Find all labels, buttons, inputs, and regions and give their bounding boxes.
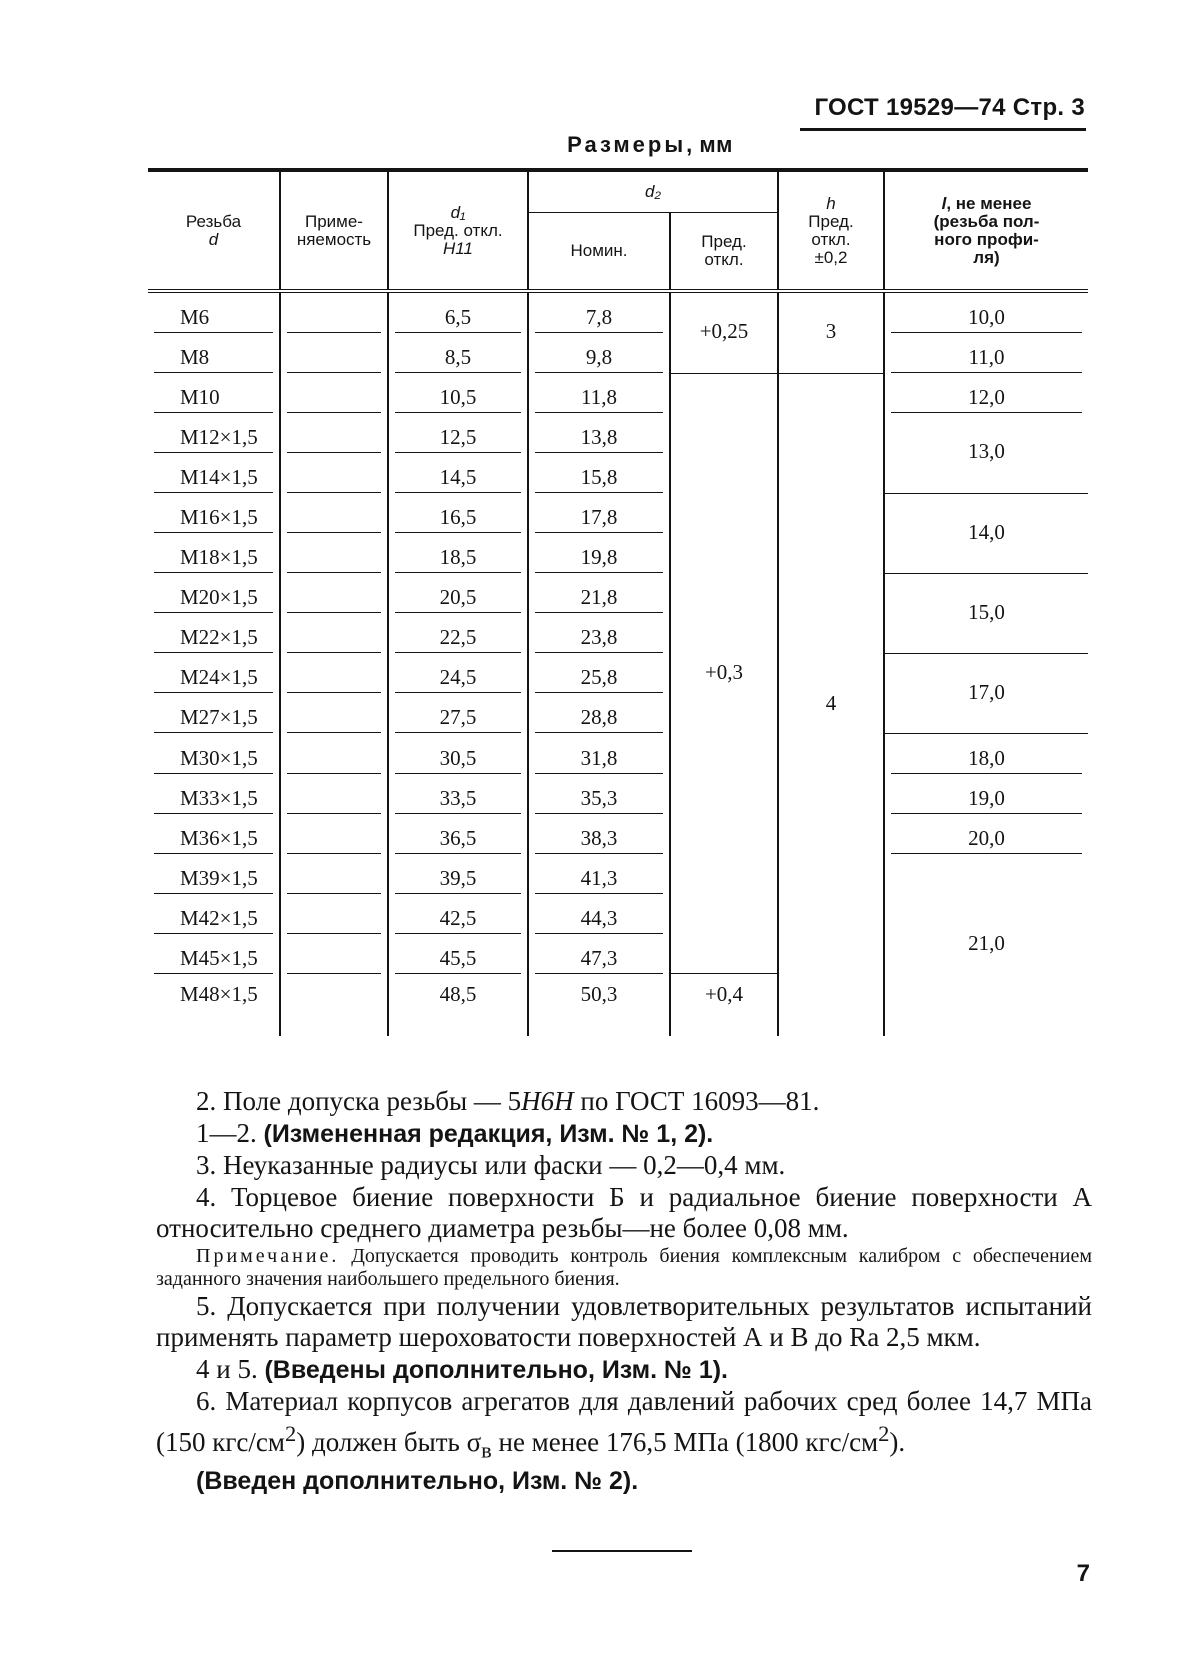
col-h-header: h Пред. откл. ±0,2 <box>778 170 884 291</box>
cell-d2-nom: 7,8 <box>528 291 670 333</box>
notes-section <box>156 1086 1092 1498</box>
table-row <box>148 573 1088 613</box>
note-2: 2. Поле допуска резьбы — 5H6H по ГОСТ 16093—81. <box>196 1086 820 1116</box>
cell-thread: М33×1,5 <box>148 774 280 814</box>
cell-l: 20,0 <box>884 814 1088 854</box>
cell-d1: 18,5 <box>388 533 528 573</box>
cell-applicability <box>280 934 388 974</box>
cell-d1: 48,5 <box>388 974 528 1037</box>
cell-d2-dev: +0,4 <box>670 974 778 1037</box>
col-d1-header: d₁ Пред. откл. H11 <box>388 170 528 291</box>
cell-d2-nom: 35,3 <box>528 774 670 814</box>
cell-d1: 27,5 <box>388 693 528 733</box>
col-d2-nom-header: Номин. <box>528 213 670 292</box>
cell-applicability <box>280 814 388 854</box>
cell-thread: М18×1,5 <box>148 533 280 573</box>
note-6: 6. Материал корпусов агрегатов для давлений рабочих сред более 14,7 МПа (150 кгс/$см^2$) должен быть $\sigma_в$ не менее 176,5 МПа (1800 кгс/$см^2$). <box>156 1386 1092 1462</box>
caption-units: , мм <box>686 132 733 157</box>
cell-h: 3 <box>778 291 884 373</box>
table-caption <box>530 132 770 158</box>
cell-thread: М30×1,5 <box>148 733 280 774</box>
cell-applicability <box>280 774 388 814</box>
cell-applicability <box>280 373 388 413</box>
cell-d1: 12,5 <box>388 413 528 453</box>
table-row <box>148 291 1088 333</box>
cell-applicability <box>280 894 388 934</box>
cell-applicability <box>280 733 388 774</box>
cell-applicability <box>280 291 388 333</box>
cell-thread: М27×1,5 <box>148 693 280 733</box>
cell-d2-nom: 25,8 <box>528 653 670 693</box>
col-d2-dev-header: Пред. откл. <box>670 213 778 292</box>
cell-d1: 22,5 <box>388 613 528 653</box>
document-header: ГОСТ 19529—74 Стр. 3 <box>814 94 1085 121</box>
cell-h: 4 <box>778 373 884 1036</box>
cell-thread: М8 <box>148 333 280 373</box>
caption-word: Размеры <box>567 132 687 157</box>
cell-d2-nom: 38,3 <box>528 814 670 854</box>
cell-d1: 14,5 <box>388 453 528 493</box>
cell-thread: М22×1,5 <box>148 613 280 653</box>
cell-d2-dev: +0,3 <box>670 373 778 974</box>
cell-d2-nom: 50,3 <box>528 974 670 1037</box>
cell-thread: М45×1,5 <box>148 934 280 974</box>
note-3: 3. Неуказанные радиусы или фаски — 0,2—0,4 мм. <box>196 1150 786 1180</box>
cell-d2-nom: 15,8 <box>528 453 670 493</box>
cell-applicability <box>280 533 388 573</box>
table-row <box>148 854 1088 894</box>
col-thread-header: Резьба d <box>185 211 242 249</box>
table-row <box>148 493 1088 533</box>
cell-d2-nom: 11,8 <box>528 373 670 413</box>
cell-d2-nom: 9,8 <box>528 333 670 373</box>
cell-applicability <box>280 974 388 1037</box>
cell-d1: 20,5 <box>388 573 528 613</box>
table-row <box>148 413 1088 453</box>
table-row <box>148 733 1088 774</box>
col-l-header: l, не менее (резьба пол- ного профи- ля) <box>884 170 1088 291</box>
cell-thread: М24×1,5 <box>148 653 280 693</box>
cell-thread: М16×1,5 <box>148 493 280 533</box>
note-1-2-amendment: 1—2. (Измененная редакция, Изм. № 1, 2). <box>196 1117 714 1148</box>
cell-l: 21,0 <box>884 854 1088 1037</box>
dimensions-table-wrap <box>148 168 1088 1036</box>
cell-d1: 33,5 <box>388 774 528 814</box>
cell-d1: 39,5 <box>388 854 528 894</box>
cell-thread: М6 <box>148 291 280 333</box>
cell-d2-nom: 13,8 <box>528 413 670 453</box>
note-4: 4. Торцевое биение поверхности Б и радиальное биение поверхности А относительно среднего диаметра резьбы—не более 0,08 мм. <box>156 1181 1092 1243</box>
cell-d1: 45,5 <box>388 934 528 974</box>
table-body <box>148 291 1088 1036</box>
cell-d2-nom: 17,8 <box>528 493 670 533</box>
cell-applicability <box>280 453 388 493</box>
table-row <box>148 814 1088 854</box>
cell-d1: 6,5 <box>388 291 528 333</box>
cell-thread: М14×1,5 <box>148 453 280 493</box>
cell-thread: М12×1,5 <box>148 413 280 453</box>
cell-d2-nom: 28,8 <box>528 693 670 733</box>
cell-l: 19,0 <box>884 774 1088 814</box>
cell-l: 18,0 <box>884 733 1088 774</box>
note-4-5-amendment: 4 и 5. (Введены дополнительно, Изм. № 1). <box>196 1353 728 1384</box>
cell-applicability <box>280 573 388 613</box>
cell-l: 13,0 <box>884 413 1088 493</box>
cell-d1: 24,5 <box>388 653 528 693</box>
note-6-amendment: (Введен дополнительно, Изм. № 2). <box>196 1467 639 1496</box>
cell-d2-dev: +0,25 <box>670 291 778 373</box>
cell-l: 10,0 <box>884 291 1088 333</box>
cell-d2-nom: 21,8 <box>528 573 670 613</box>
cell-applicability <box>280 493 388 533</box>
note-remark: Примечание. Допускается проводить контроль биения комплексным калибром с обеспечением заданного значения наибольшего предельного биения. <box>156 1244 1092 1290</box>
cell-d1: 8,5 <box>388 333 528 373</box>
table-row <box>148 373 1088 413</box>
cell-applicability <box>280 854 388 894</box>
col-applicability-header: Приме- няемость <box>280 170 388 291</box>
cell-l: 12,0 <box>884 373 1088 413</box>
cell-l: 17,0 <box>884 653 1088 733</box>
cell-thread: М48×1,5 <box>180 981 258 1006</box>
note-5: 5. Допускается при получении удовлетворительных результатов испытаний применять параметр шероховатости поверхностей А и В до Ra 2,5 мкм. <box>156 1290 1092 1352</box>
cell-d2-nom: 41,3 <box>528 854 670 894</box>
cell-thread: М36×1,5 <box>148 814 280 854</box>
cell-applicability <box>280 333 388 373</box>
cell-applicability <box>280 653 388 693</box>
cell-applicability <box>280 613 388 653</box>
cell-d2-nom: 31,8 <box>528 733 670 774</box>
cell-d2-nom: 47,3 <box>528 934 670 974</box>
cell-d1: 16,5 <box>388 493 528 533</box>
col-d2-header: d₂ <box>528 170 778 213</box>
cell-thread: М20×1,5 <box>148 573 280 613</box>
dimensions-table <box>148 168 1088 1036</box>
cell-d1: 30,5 <box>388 733 528 774</box>
table-row <box>148 653 1088 693</box>
cell-applicability <box>280 693 388 733</box>
cell-d1: 36,5 <box>388 814 528 854</box>
cell-d2-nom: 23,8 <box>528 613 670 653</box>
cell-l: 15,0 <box>884 573 1088 653</box>
table-row <box>148 774 1088 814</box>
cell-d1: 42,5 <box>388 894 528 934</box>
cell-thread: М39×1,5 <box>148 854 280 894</box>
page-number: 7 <box>1076 1560 1090 1587</box>
cell-l: 14,0 <box>884 493 1088 573</box>
table-row <box>148 333 1088 373</box>
cell-l: 11,0 <box>884 333 1088 373</box>
cell-applicability <box>280 413 388 453</box>
cell-thread: М10 <box>148 373 280 413</box>
cell-d2-nom: 19,8 <box>528 533 670 573</box>
cell-d1: 10,5 <box>388 373 528 413</box>
header-rule <box>800 128 1086 131</box>
cell-d2-nom: 44,3 <box>528 894 670 934</box>
footer-rule <box>552 1550 692 1552</box>
cell-thread: М42×1,5 <box>148 894 280 934</box>
